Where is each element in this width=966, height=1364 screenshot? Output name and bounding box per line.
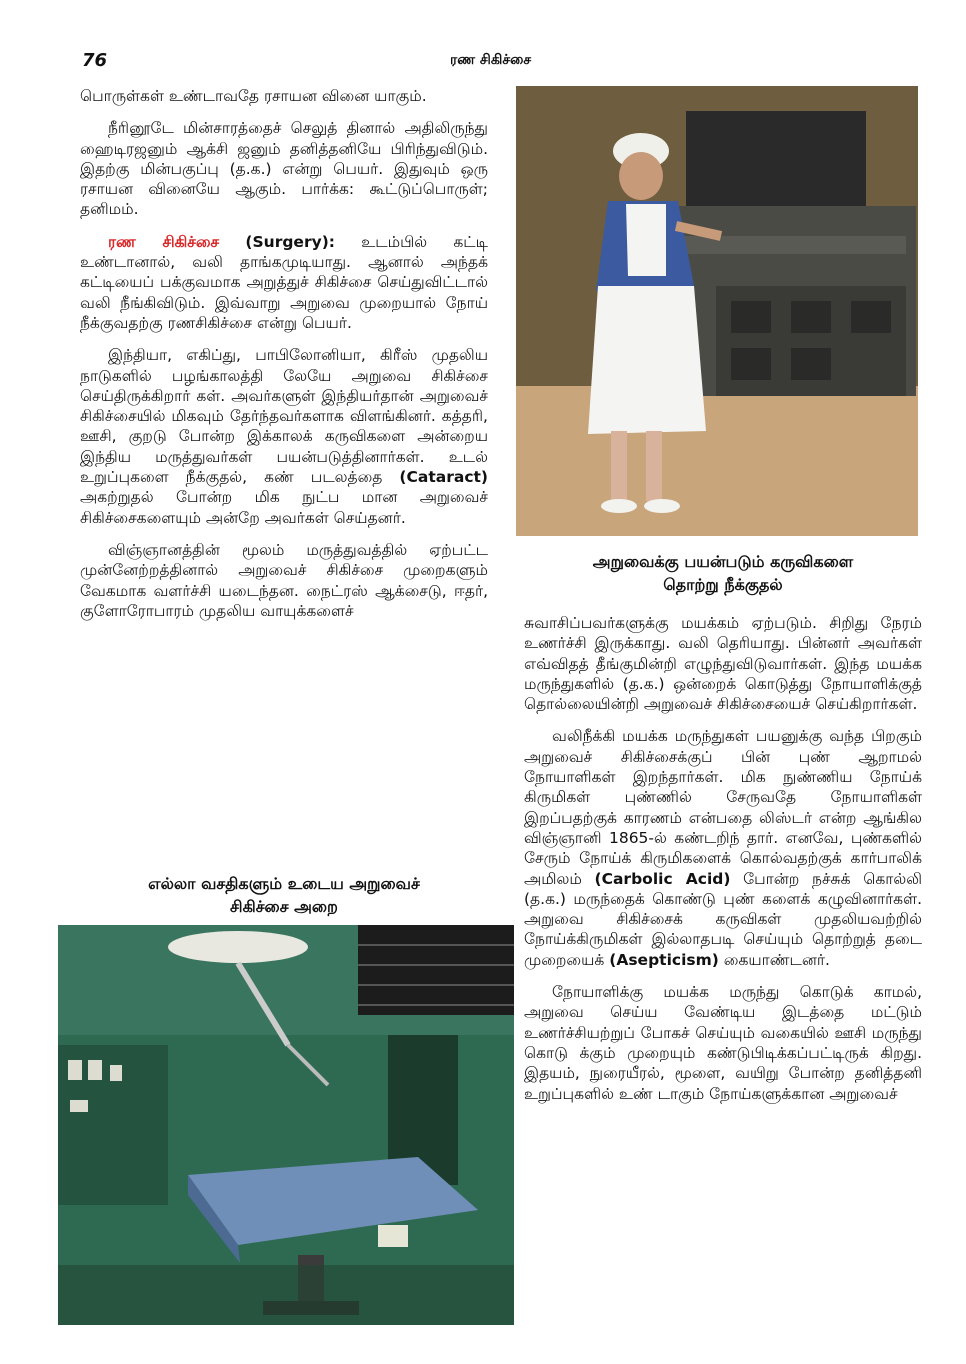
paragraph-antiseptic-text: வலிநீக்கி மயக்க மருந்துகள் பயனுக்கு வந்த பிறகும் அறுவைச் சிகிச்சைக்குப் பின் புண் ஆறாமல் நோயாளிகள் இறந்தார்கள். மிக நுண்ணிய நோய்க் கிருமிகள் புண்ணில் சேருவதே நோயாளிகள் இறப்பதற்குக் காரணம் என்பதை லிஸ்டர் என்ற ஆங்கில விஞ்ஞானி 1865-ல் கண்டறிந் தார். எனவே, புண்களில் சேரும் நோய்க் கிருமிகளைக் கொல்வதற்குக் கார்பாலிக் அமிலம் (524, 727, 922, 888)
paragraph-ancient-surgery (80, 345, 488, 528)
right-column-text (524, 613, 922, 1116)
operating-theatre-photo (58, 925, 514, 1325)
paragraph-antiseptic (524, 726, 922, 970)
paragraph-local-anaesthesia: நோயாளிக்கு மயக்க மருந்து கொடுக் காமல், அறுவை செய்ய வேண்டிய இடத்தை மட்டும் உணர்ச்சியற்றுப் போகச் செய்யும் வகையில் ஊசி மருந்து கொடு க்கும் முறையும் கண்டுபிடிக்கப்பட்டிருக் கிறது. இதயம், நுரையீரல், மூளை, வயிறு போன்ற தனித்தனி உறுப்புகளில் உண் டாகும் நோய்களுக்கான அறுவைச் (524, 983, 922, 1103)
theatre-photo-caption (80, 872, 488, 918)
theatre-caption-line-2: சிகிச்சை அறை (230, 897, 338, 916)
paragraph-surgery-definition (80, 232, 488, 333)
entry-heading-english: (Surgery): (245, 232, 335, 251)
surgical-lamp (168, 931, 308, 963)
page-number: 76 (82, 50, 108, 71)
paragraph-anaesthesia: சுவாசிப்பவர்களுக்கு மயக்கம் ஏற்படும். சிறிது நேரம் உணர்ச்சி இருக்காது. வலி தெரியாது. பின்னர் அவர்கள் எவ்விதத் தீங்குமின்றி எழுந்துவிடுவார்கள். இந்த மயக்க மருந்துகளில் (த.க.) ஒன்றைக் கொடுத்து நோயாளிக்குத் தொல்லையின்றி அறுவைச் சிகிச்சையைச் செய்கிறார்கள். (524, 614, 922, 714)
running-title: ரண சிகிச்சை (450, 52, 532, 68)
term-cataract: (Cataract) (399, 468, 488, 487)
nurse-apron (588, 286, 706, 434)
term-asepticism: (Asepticism) (609, 950, 719, 969)
sterilization-photo-caption (524, 550, 922, 596)
paragraph-electrolysis: நீரினூடே மின்சாரத்தைச் செலுத் தினால் அதிலிருந்து ஹைடிரஜனும் ஆக்சி ஜனும் தனித்தனியே பிரிந்துவிடும். இதற்கு மின்பகுப்பு (த.க.) என்று பெயர். இதுவும் ஒரு ரசாயன வினையே ஆகும். பார்க்க: கூட்டுப்பொருள்; தனிமம். (80, 119, 488, 219)
paragraph-ancient-text-end: அகற்றுதல் போன்ற மிக நுட்ப மான அறுவைச் சிகிச்சைகளையும் அன்றே அவர்கள் செய்தனர். (80, 488, 488, 527)
nurse-sterilizing-illustration (516, 86, 918, 536)
term-carbolic-acid: (Carbolic Acid) (594, 869, 731, 888)
sterilization-photo (516, 86, 918, 536)
operating-theatre-illustration (58, 925, 514, 1325)
paragraph-continuation: பொருள்கள் உண்டாவதே ரசாயன வினை யாகும். (80, 87, 427, 105)
paragraph-surgery-body: உடம்பில் கட்டி உண்டானால், வலி தாங்கமுடியாது. ஆனால் அந்தக் கட்டியைப் பக்குவமாக அறுத்துச் சிகிச்சை செய்துவிட்டால் வலி நீங்கிவிடும். இவ்வாறு அறுவை முறையால் நோய் நீக்குவதற்கு ரணசிகிச்சை என்று பெயர். (80, 232, 488, 332)
nurse-caption-line-2: தொற்று நீக்குதல் (663, 575, 783, 594)
nurse-caption-line-1: அறுவைக்கு பயன்படும் கருவிகளை (592, 552, 854, 571)
paragraph-science-progress: விஞ்ஞானத்தின் மூலம் மருத்துவத்தில் ஏற்பட்ட முன்னேற்றத்தினால் அறுவைச் சிகிச்சை முறைகளும் வேகமாக வளர்ச்சி யடைந்தன. நைட்ரஸ் ஆக்சைடு, ஈதர், குளோரோபாரம் முதலிய வாயுக்களைச் (80, 540, 488, 620)
paragraph-ancient-text: இந்தியா, எகிப்து, பாபிலோனியா, கிரீஸ் முதலிய நாடுகளில் பழங்காலத்தி லேயே அறுவை சிகிச்சை செய்திருக்கிறார் கள். அவர்களுள் இந்தியர்தான் அறுவைச் சிகிச்சையில் மிகவும் தேர்ந்தவர்களாக விளங்கினர். கத்தரி, ஊசி, குறடு போன்ற இக்காலக் கருவிகளை அன்றைய இந்திய மருத்துவர்கள் பயன்படுத்தினார்கள். உடல் உறுப்புகளை நீக்குதல், கண் படலத்தை (80, 346, 488, 487)
paragraph-antiseptic-text-mid: போன்ற நச்சுக் கொல்லி (த.க.) மருந்தைக் கொண்டு புண் களைக் கழுவினார்கள். அறுவை சிகிச்சைக் கருவிகள் முதலியவற்றில் நோய்க்கிருமிகள் இல்லாதபடி செய்யும் தொற்றுத் தடை முறையைக் (524, 869, 922, 969)
left-column-text (80, 86, 488, 633)
entry-heading: ரண சிகிச்சை (108, 232, 220, 251)
theatre-caption-line-1: எல்லா வசதிகளும் உடைய அறுவைச் (148, 874, 420, 893)
paragraph-antiseptic-text-end: கையாண்டனர். (718, 950, 830, 969)
